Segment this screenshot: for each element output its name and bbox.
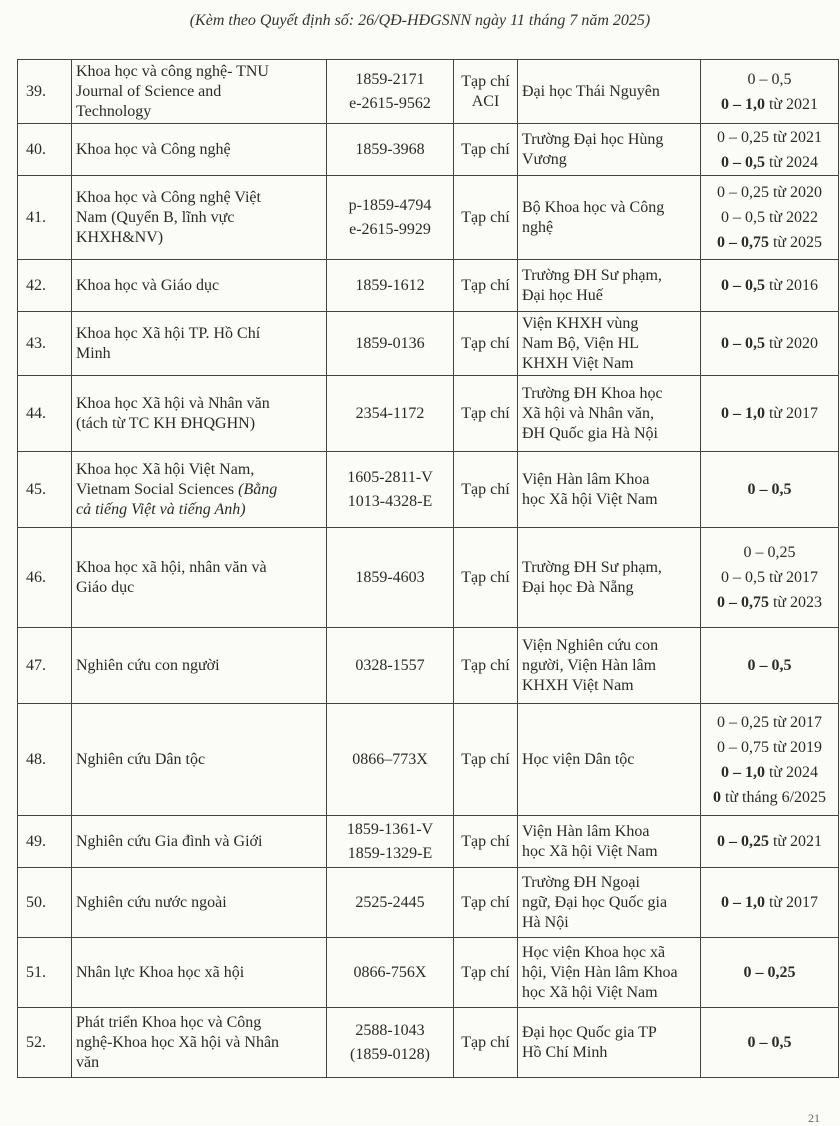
score-range: [701, 376, 839, 452]
score-line: [705, 205, 834, 230]
cell-line: Nam (Quyển B, lĩnh vực: [76, 208, 235, 226]
score-range: [701, 60, 839, 124]
journal-name: [72, 628, 327, 704]
cell-line: Trường ĐH Khoa học: [522, 384, 663, 402]
score-line: [705, 890, 834, 915]
table-row: [18, 938, 839, 1008]
cell-line: KHXH Việt Nam: [522, 676, 634, 694]
cell-line: Tạp chí: [461, 140, 510, 158]
cell-line: Vietnam Social Sciences (Bằng: [76, 480, 278, 498]
publishing-organization: [518, 628, 701, 704]
cell-line: nghệ: [522, 218, 554, 236]
score-since: từ 2024: [764, 153, 819, 171]
score-since: từ 2025: [768, 234, 823, 251]
issn-cell: [327, 452, 454, 528]
table-row: [18, 176, 839, 260]
publishing-organization: [518, 868, 701, 938]
score-value: 0 – 0,75 từ 2019: [716, 738, 823, 756]
table-row: [18, 528, 839, 628]
publishing-organization: [518, 176, 701, 260]
journal-name: [72, 868, 327, 938]
score-range: [701, 124, 839, 176]
publication-type: [454, 452, 518, 528]
score-since: từ tháng 6/2025: [720, 788, 827, 806]
issn-cell: [327, 868, 454, 938]
score-value: 0 – 0,75: [716, 594, 769, 611]
score-value: 0 – 0,5: [720, 153, 765, 171]
cell-line: 1859-4603: [355, 568, 425, 586]
score-line: [705, 960, 834, 985]
table-row: [18, 1008, 839, 1078]
publishing-organization: [518, 124, 701, 176]
cell-line: 0866-756X: [353, 963, 427, 981]
cell-line: 2354-1172: [355, 404, 425, 422]
cell-line: Nghiên cứu Gia đình và Giới: [76, 832, 263, 850]
journal-name: [72, 124, 327, 176]
cell-line: Vương: [522, 150, 567, 168]
issn-cell: [327, 528, 454, 628]
cell-line: Hồ Chí Minh: [522, 1043, 608, 1061]
score-line: [705, 67, 834, 92]
cell-line: e-2615-9562: [349, 94, 431, 112]
score-line: [705, 760, 834, 785]
cell-line: Tạp chí: [461, 893, 510, 911]
cell-line: 1859-0136: [355, 334, 425, 352]
row-number: 50.: [18, 868, 72, 938]
publishing-organization: [518, 312, 701, 376]
cell-line: e-2615-9929: [349, 220, 431, 238]
issn-cell: [327, 816, 454, 868]
score-line: [705, 1030, 834, 1055]
score-value: 0 – 0,25: [743, 544, 796, 561]
score-value: 0 – 0,5: [747, 70, 792, 88]
publication-type: [454, 260, 518, 312]
issn-cell: [327, 938, 454, 1008]
table-row: [18, 868, 839, 938]
issn-cell: [327, 704, 454, 816]
cell-line: cả tiếng Việt và tiếng Anh): [76, 500, 246, 518]
table-row: [18, 376, 839, 452]
cell-line: KHXH Việt Nam: [522, 354, 634, 372]
score-value: 0 – 1,0: [720, 95, 765, 113]
score-value: 0 – 0,25 từ 2021: [716, 128, 823, 146]
cell-line: người, Viện Hàn lâm: [522, 656, 657, 674]
publication-type: [454, 376, 518, 452]
publication-type: [454, 868, 518, 938]
cell-line: Khoa học và công nghệ- TNU: [76, 62, 269, 80]
cell-line: Trường ĐH Ngoại: [522, 873, 640, 891]
score-line: [705, 92, 834, 117]
cell-line: p-1859-4794: [348, 196, 432, 214]
journal-name: [72, 260, 327, 312]
cell-line: Tạp chí: [461, 72, 510, 90]
score-range: [701, 312, 839, 376]
row-number: 45.: [18, 452, 72, 528]
row-number: 41.: [18, 176, 72, 260]
score-range: [701, 260, 839, 312]
publication-type: [454, 176, 518, 260]
score-value: 0 – 0,5: [720, 277, 765, 294]
table-row: [18, 124, 839, 176]
score-range: [701, 868, 839, 938]
cell-line: Khoa học và Công nghệ Việt: [76, 188, 261, 206]
cell-line: hội, Viện Hàn lâm Khoa: [522, 963, 678, 981]
cell-line: Trường Đại học Hùng: [522, 130, 664, 148]
cell-line: Tạp chí: [461, 750, 510, 768]
cell-line: Viện Hàn lâm Khoa: [522, 470, 650, 488]
table-row: [18, 260, 839, 312]
publishing-organization: [518, 704, 701, 816]
table-row: [18, 452, 839, 528]
cell-line: văn: [76, 1053, 100, 1071]
score-value: 0 – 0,5 từ 2022: [720, 209, 819, 226]
issn-cell: [327, 260, 454, 312]
table-row: [18, 704, 839, 816]
cell-line: 1859-2171: [355, 70, 425, 88]
cell-line: (tách từ TC KH ĐHQGHN): [76, 414, 256, 432]
cell-line: Học viện Khoa học xã: [522, 943, 666, 961]
issn-cell: [327, 60, 454, 124]
score-since: từ 2016: [764, 277, 819, 294]
cell-line: 2525-2445: [355, 893, 425, 911]
score-since: từ 2017: [764, 894, 819, 911]
publishing-organization: [518, 60, 701, 124]
name-italic-note: (Bằng: [238, 480, 278, 498]
row-number: 42.: [18, 260, 72, 312]
cell-line: Đại học Đà Nẵng: [522, 578, 634, 596]
table-row: [18, 816, 839, 868]
cell-line: Tạp chí: [461, 480, 510, 498]
cell-line: học Xã hội Việt Nam: [522, 983, 658, 1001]
row-number: 52.: [18, 1008, 72, 1078]
score-since: từ 2024: [764, 763, 819, 781]
publishing-organization: [518, 1008, 701, 1078]
cell-line: 1859-1612: [355, 276, 425, 294]
journal-name: [72, 452, 327, 528]
cell-line: Journal of Science and: [76, 82, 222, 100]
row-number: 46.: [18, 528, 72, 628]
cell-line: Nhân lực Khoa học xã hội: [76, 963, 245, 981]
cell-line: học Xã hội Việt Nam: [522, 842, 658, 860]
score-line: [705, 710, 834, 735]
cell-line: học Xã hội Việt Nam: [522, 490, 658, 508]
cell-line: Khoa học Xã hội TP. Hồ Chí: [76, 324, 261, 342]
cell-line: Tạp chí: [461, 832, 510, 850]
cell-line: Khoa học xã hội, nhân văn và: [76, 558, 267, 576]
cell-line: Tạp chí: [461, 656, 510, 674]
cell-line: Tạp chí: [461, 276, 510, 294]
score-since: từ 2020: [764, 335, 819, 352]
issn-cell: [327, 376, 454, 452]
journal-name: [72, 704, 327, 816]
cell-line: 1859-3968: [355, 140, 425, 158]
score-line: [705, 785, 834, 810]
score-line: [705, 401, 834, 426]
publication-type: [454, 628, 518, 704]
score-value: 0 – 0,25: [716, 833, 769, 850]
cell-line: Trường ĐH Sư phạm,: [522, 558, 662, 576]
journal-name: [72, 1008, 327, 1078]
cell-line: Nghiên cứu nước ngoài: [76, 893, 227, 911]
cell-line: ngữ, Đại học Quốc gia: [522, 893, 668, 911]
score-since: từ 2017: [764, 405, 819, 422]
cell-line: ĐH Quốc gia Hà Nội: [522, 424, 658, 442]
cell-line: Bộ Khoa học và Công: [522, 198, 665, 216]
cell-line: Hà Nội: [522, 913, 569, 931]
score-value: 0 – 0,25 từ 2017: [716, 713, 823, 731]
publication-type: [454, 528, 518, 628]
journal-name: [72, 528, 327, 628]
issn-cell: [327, 312, 454, 376]
row-number: 44.: [18, 376, 72, 452]
journal-table: [17, 59, 839, 1078]
score-range: [701, 704, 839, 816]
score-range: [701, 528, 839, 628]
cell-line: Tạp chí: [461, 568, 510, 586]
score-range: [701, 938, 839, 1008]
cell-line: Nghiên cứu con người: [76, 656, 220, 674]
row-number: 43.: [18, 312, 72, 376]
score-value: 0 – 0,5: [747, 657, 792, 674]
journal-name: [72, 376, 327, 452]
cell-line: Giáo dục: [76, 578, 135, 596]
score-line: [705, 477, 834, 502]
publication-type: [454, 124, 518, 176]
cell-line: Phát triển Khoa học và Công: [76, 1013, 262, 1031]
cell-line: Xã hội và Nhân văn,: [522, 404, 654, 422]
score-value: 0 – 0,25 từ 2020: [716, 184, 823, 201]
cell-line: (1859-0128): [350, 1045, 430, 1063]
cell-line: Đại học Thái Nguyên: [522, 82, 660, 100]
cell-line: Tạp chí: [461, 963, 510, 981]
score-line: [705, 565, 834, 590]
cell-line: Nam Bộ, Viện HL: [522, 334, 639, 352]
cell-line: nghệ-Khoa học Xã hội và Nhân: [76, 1033, 280, 1051]
publishing-organization: [518, 260, 701, 312]
cell-line: Trường ĐH Sư phạm,: [522, 266, 662, 284]
cell-line: 0328-1557: [355, 656, 425, 674]
score-range: [701, 176, 839, 260]
cell-line: 1013-4328-E: [347, 492, 433, 510]
cell-line: Khoa học Xã hội và Nhân văn: [76, 394, 270, 412]
score-line: [705, 829, 834, 854]
journal-name: [72, 816, 327, 868]
score-line: [705, 540, 834, 565]
journal-name: [72, 60, 327, 124]
issn-cell: [327, 1008, 454, 1078]
cell-line: 1859-1329-E: [347, 844, 433, 862]
publication-type: [454, 312, 518, 376]
document-header: (Kèm theo Quyết định số: 26/QĐ-HĐGSNN ngày 11 tháng 7 năm 2025): [189, 12, 651, 29]
score-value: 0 – 0,5: [747, 1034, 792, 1051]
cell-line: 1859-1361-V: [346, 820, 434, 838]
score-value: 0 – 0,5: [720, 335, 765, 352]
cell-line: Tạp chí: [461, 404, 510, 422]
row-number: 39.: [18, 60, 72, 124]
cell-line: Minh: [76, 344, 111, 362]
publication-type: [454, 1008, 518, 1078]
score-value: 0 – 0,75: [716, 234, 769, 251]
cell-line: Khoa học và Công nghệ: [76, 140, 231, 158]
row-number: 47.: [18, 628, 72, 704]
issn-cell: [327, 176, 454, 260]
score-value: 0 – 1,0: [720, 894, 765, 911]
cell-line: Viện KHXH vùng: [522, 314, 639, 332]
publication-type: [454, 938, 518, 1008]
publishing-organization: [518, 816, 701, 868]
journal-name: [72, 938, 327, 1008]
row-number: 49.: [18, 816, 72, 868]
score-range: [701, 816, 839, 868]
publishing-organization: [518, 938, 701, 1008]
cell-line: Nghiên cứu Dân tộc: [76, 750, 206, 768]
cell-line: Đại học Quốc gia TP: [522, 1023, 657, 1041]
score-line: [705, 230, 834, 255]
row-number: 48.: [18, 704, 72, 816]
score-value: 0 – 1,0: [720, 763, 765, 781]
issn-cell: [327, 124, 454, 176]
score-line: [705, 150, 834, 175]
publication-type: [454, 60, 518, 124]
score-since: từ 2021: [764, 95, 819, 113]
score-value: 0 – 0,5 từ 2017: [720, 569, 819, 586]
table-row: [18, 312, 839, 376]
score-range: [701, 628, 839, 704]
score-line: [705, 653, 834, 678]
cell-line: Technology: [76, 102, 152, 120]
cell-line: KHXH&NV): [76, 228, 164, 246]
publication-type: [454, 704, 518, 816]
cell-line: 0866–773X: [352, 750, 428, 768]
score-line: [705, 125, 834, 150]
publishing-organization: [518, 376, 701, 452]
score-line: [705, 331, 834, 356]
cell-line: Khoa học và Giáo dục: [76, 276, 220, 294]
cell-line: Tạp chí: [461, 334, 510, 352]
score-line: [705, 590, 834, 615]
journal-name: [72, 312, 327, 376]
cell-line: ACI: [471, 92, 500, 110]
score-value: 0: [712, 788, 721, 806]
row-number: 51.: [18, 938, 72, 1008]
issn-cell: [327, 628, 454, 704]
page-number: 21: [808, 1111, 820, 1125]
table-row: [18, 628, 839, 704]
score-range: [701, 452, 839, 528]
cell-line: Tạp chí: [461, 208, 510, 226]
cell-line: Khoa học Xã hội Việt Nam,: [76, 460, 255, 478]
cell-line: Viện Nghiên cứu con: [522, 636, 659, 654]
publishing-organization: [518, 452, 701, 528]
score-range: [701, 1008, 839, 1078]
score-since: từ 2023: [768, 594, 823, 611]
publishing-organization: [518, 528, 701, 628]
cell-line: 1605-2811-V: [347, 468, 433, 486]
row-number: 40.: [18, 124, 72, 176]
cell-line: Đại học Huế: [522, 286, 603, 304]
score-since: từ 2021: [768, 833, 823, 850]
cell-line: 2588-1043: [355, 1021, 425, 1039]
cell-line: Tạp chí: [461, 1033, 510, 1051]
score-value: 0 – 1,0: [720, 405, 765, 422]
score-line: [705, 735, 834, 760]
journal-name: [72, 176, 327, 260]
table-row: [18, 60, 839, 124]
score-value: 0 – 0,25: [743, 964, 796, 981]
cell-line: Học viện Dân tộc: [522, 750, 635, 768]
score-value: 0 – 0,5: [747, 481, 792, 498]
score-line: [705, 180, 834, 205]
score-line: [705, 273, 834, 298]
cell-line: Viện Hàn lâm Khoa: [522, 822, 650, 840]
publication-type: [454, 816, 518, 868]
